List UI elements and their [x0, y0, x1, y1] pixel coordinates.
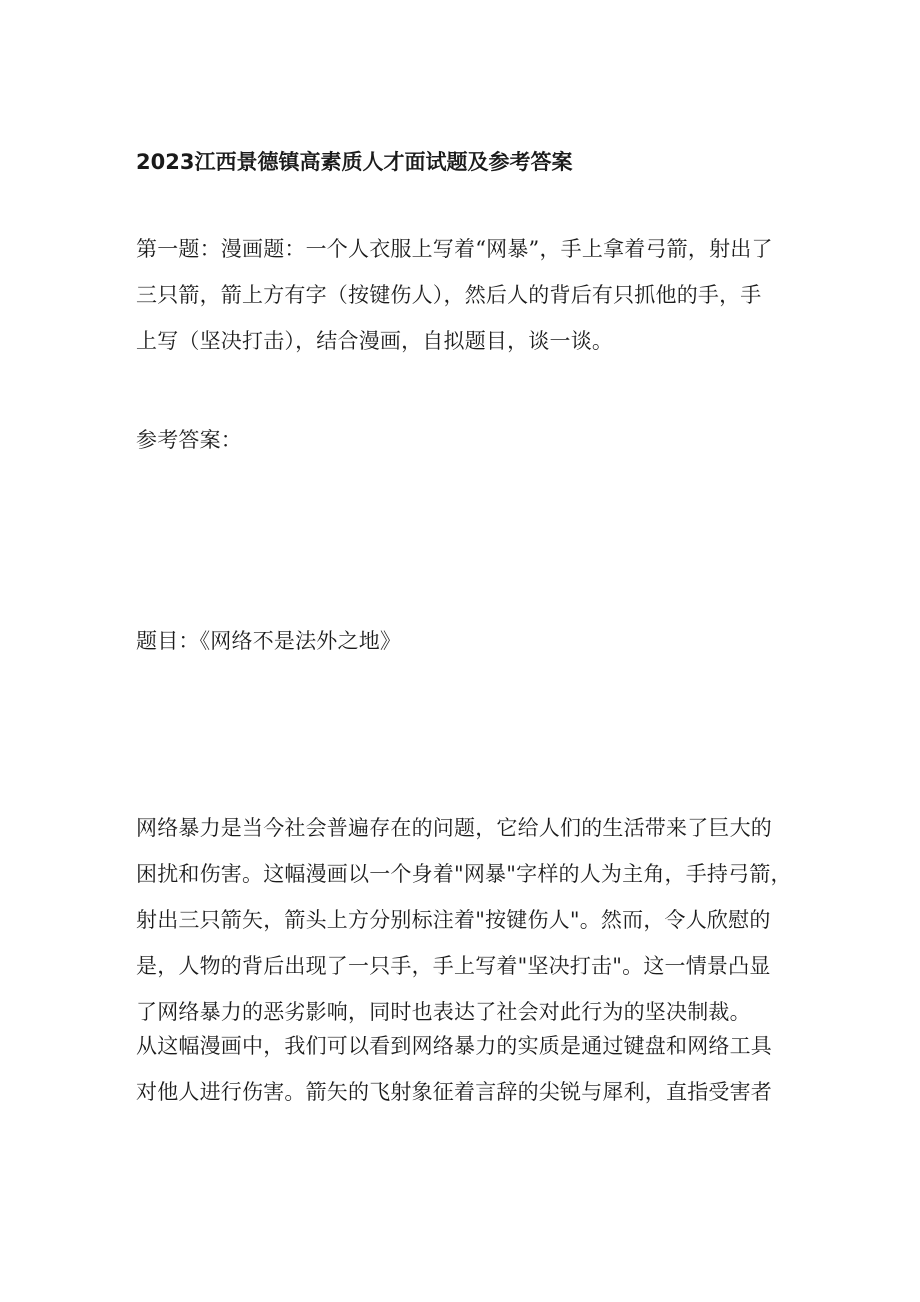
answer-topic: 题目：《网络不是法外之地》 [136, 629, 402, 653]
question-line: 三只箭，箭上方有字（按键伤人），然后人的背后有只抓他的手，手 [136, 283, 762, 307]
paragraph-line: 对他人进行伤害。箭矢的飞射象征着言辞的尖锐与犀利，直指受害者 [136, 1080, 772, 1104]
document-title: 2023江西景德镇高素质人才面试题及参考答案 [136, 150, 573, 174]
question-line: 第一题：漫画题：一个人衣服上写着“网暴”，手上拿着弓箭，射出了 [136, 237, 773, 261]
paragraph-line: 是，人物的背后出现了一只手，手上写着"坚决打击"。这一情景凸显 [136, 954, 771, 978]
answer-label: 参考答案： [136, 428, 242, 452]
paragraph-line: 了网络暴力的恶劣影响，同时也表达了社会对此行为的坚决制裁。 [136, 1000, 751, 1024]
paragraph-line: 网络暴力是当今社会普遍存在的问题，它给人们的生活带来了巨大的 [136, 816, 772, 840]
question-line: 上写（坚决打击），结合漫画，自拟题目，谈一谈。 [136, 329, 614, 353]
question-text [136, 226, 804, 364]
answer-paragraph-2 [136, 1023, 804, 1115]
paragraph-line: 从这幅漫画中，我们可以看到网络暴力的实质是通过键盘和网络工具 [136, 1034, 772, 1058]
paragraph-line: 射出三只箭矢，箭头上方分别标注着"按键伤人"。然而，令人欣慰的 [136, 908, 771, 932]
paragraph-line: 困扰和伤害。这幅漫画以一个身着"网暴"字样的人为主角，手持弓箭， [136, 862, 792, 886]
answer-paragraph-1 [136, 805, 804, 1035]
